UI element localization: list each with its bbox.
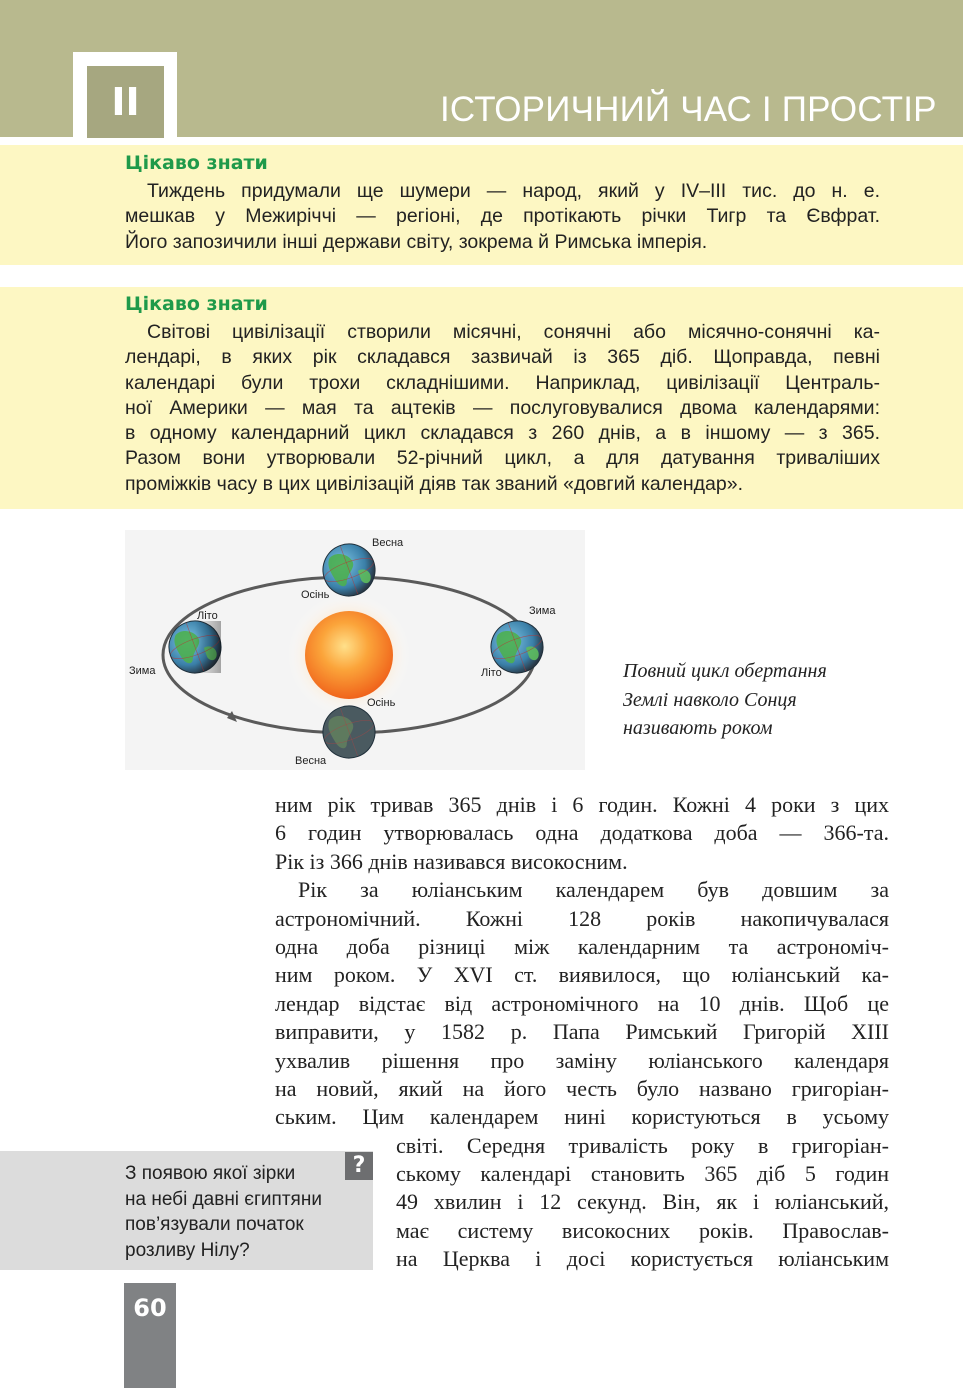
text-line: 6 годин утворювалась одна додаткова доба — 366-та. (275, 820, 889, 846)
text-line: астрономічний. Кожні 128 років накопичувалася (275, 905, 889, 931)
page-number: 60 (133, 1294, 167, 1322)
text-line: мешкав у Межиріччі — регіоні, де протікають річки Тигр та Євфрат. (125, 205, 880, 228)
label-spring-top: Весна (372, 537, 404, 549)
text-line: на новий, який на його честь було названо григоріан- (275, 1075, 889, 1101)
fact-box-title: Цікаво знати (125, 152, 268, 174)
label-winter-left: Зима (129, 665, 156, 677)
figure-caption (623, 657, 923, 743)
text-line: ухвалив рішення про заміну юліанського календаря (275, 1047, 889, 1073)
earth-orbit-figure (125, 530, 585, 770)
text-line: 49 хвилин і 12 секунд. Він, як і юліанський, (396, 1189, 889, 1215)
caption-line: Повний цикл обертання (623, 660, 827, 682)
text-line: Світові цивілізації створили місячні, сонячні або місячно-сонячні ка- (147, 321, 880, 343)
text-line: Рік за юліанським календарем був довшим за (298, 877, 889, 903)
text-line: лендар відстає від астрономічного на 10 днів. Щоб це (275, 990, 889, 1016)
text-line: ної Америки — мая та ацтеків — послуговувалися двома календарями: (125, 396, 880, 419)
label-summer-right: Літо (481, 667, 502, 679)
label-summer-left: Літо (197, 610, 218, 622)
chapter-number: II (87, 66, 164, 138)
text-line: на Церква і досі користується юліанським (396, 1246, 889, 1272)
sun-icon (305, 611, 393, 699)
text-line: виправити, у 1582 р. Папа Римський Григорій XIII (275, 1019, 889, 1045)
label-spring-bottom: Весна (295, 755, 327, 767)
label-autumn-top: Осінь (301, 589, 330, 601)
text-line: світі. Середня тривалість року в григоріан- (396, 1132, 889, 1158)
text-line: ним роком. У XVI ст. виявилося, що юліанський ка- (275, 962, 889, 988)
question-line: розливу Нілу? (125, 1239, 250, 1261)
text-line: ським. Цим календарем нині користуються в усьому (275, 1104, 889, 1130)
text-line: Тиждень придумали ще шумери — народ, який у IV–III тис. до н. е. (147, 180, 880, 202)
fact-box-2 (0, 287, 963, 509)
question-line: пов’язували початок (125, 1214, 304, 1235)
question-line: З появою якої зірки (125, 1163, 296, 1184)
text-line: ним рік тривав 365 днів і 6 годин. Кожні 4 роки з цих (275, 792, 889, 817)
text-line: Рік із 366 днів називався високосним. (275, 848, 628, 874)
question-text (125, 1161, 365, 1263)
fact-box-text (125, 179, 880, 255)
fact-box-title: Цікаво знати (125, 293, 268, 315)
question-mark-icon: ? (345, 1152, 373, 1180)
fact-box-text (125, 320, 880, 497)
orbit-diagram (125, 530, 585, 770)
caption-line: Землі навколо Сонця (623, 688, 797, 711)
label-autumn-bottom: Осінь (367, 697, 396, 709)
text-line: лендарі, в яких рік складався зазвичай із 365 діб. Щоправда, певні (125, 346, 880, 369)
question-line: на небі давні єгиптяни (125, 1188, 322, 1210)
caption-line: називають роком (623, 717, 773, 739)
text-line: має систему високосних років. Православ- (396, 1217, 889, 1243)
label-winter-right: Зима (529, 605, 556, 617)
text-line: одна доба різниці між календарним та астрономіч- (275, 933, 889, 959)
chapter-title: ІСТОРИЧНИЙ ЧАС І ПРОСТІР (440, 90, 937, 129)
text-line: календарі були трохи складнішими. Наприклад, цивілізації Централь- (125, 371, 880, 394)
text-line: Його запозичили інші держави світу, зокрема й Римська імперія. (125, 230, 708, 253)
text-line: ському календарі становить 365 діб 5 годин (396, 1161, 889, 1187)
fact-box-1 (0, 145, 963, 265)
text-line: в одному календарний цикл складався з 260 днів, а в іншому — з 365. (125, 422, 880, 445)
text-line: проміжків часу в цих цивілізацій діяв так званий «довгий календар». (125, 472, 743, 495)
text-line: Разом вони утворювали 52-річний цикл, а для датування триваліших (125, 447, 880, 470)
